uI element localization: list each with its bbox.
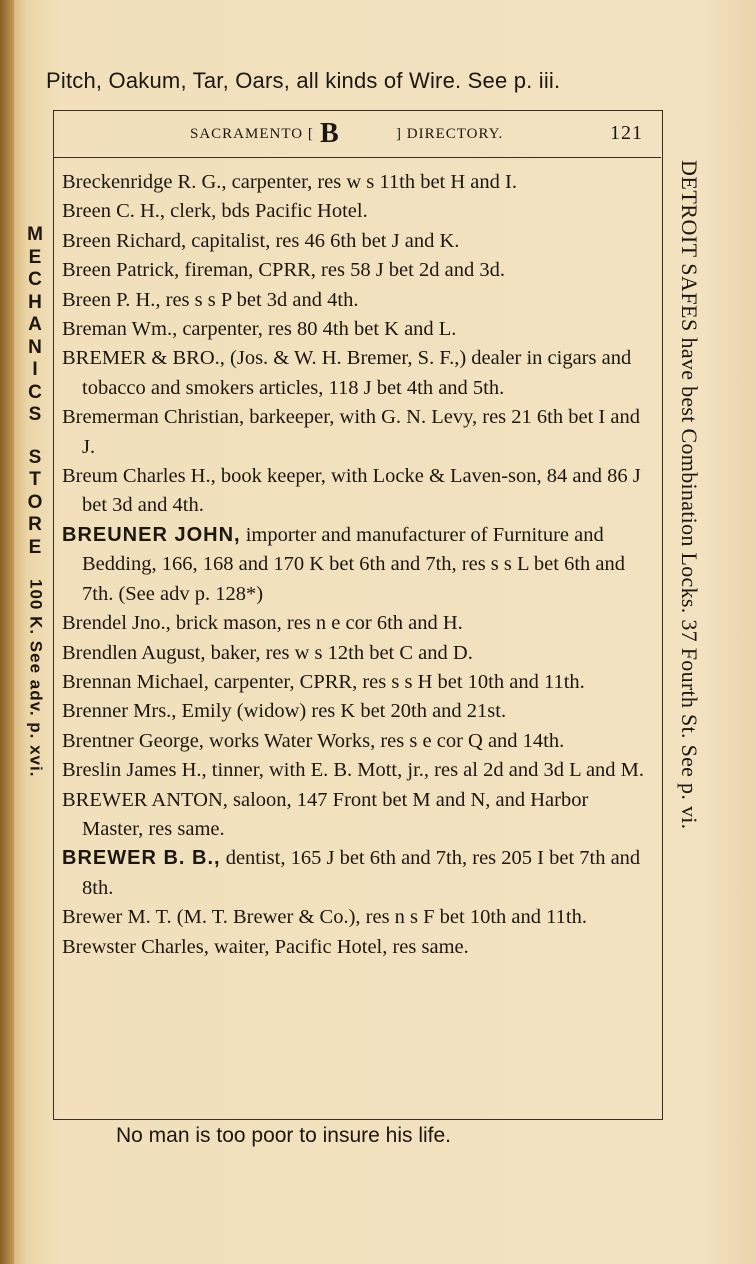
bottom-advertisement: No man is too poor to insure his life.	[116, 1124, 451, 1147]
left-ad-rest: 100 K. See adv. p. xvi.	[26, 579, 46, 778]
top-advertisement: Pitch, Oakum, Tar, Oars, all kinds of Wire. See p. iii.	[46, 68, 561, 93]
entry-text: Brewster Charles, waiter, Pacific Hotel, res same.	[62, 935, 469, 958]
directory-entry	[62, 844, 652, 903]
entry-text: Breen Richard, capitalist, res 46 6th bet J and K.	[62, 229, 460, 252]
running-head-right: ] DIRECTORY.	[396, 126, 504, 142]
entry-text: Breen C. H., clerk, bds Pacific Hotel.	[62, 200, 368, 223]
directory-entry	[62, 315, 652, 344]
entry-text: BREMER & BRO., (Jos. & W. H. Bremer, S. F.,) dealer in cigars and tobacco and smokers articles, 118 J bet 4th and 5th.	[62, 347, 632, 399]
book-spine-edge	[0, 0, 14, 1264]
directory-entry	[62, 227, 652, 256]
entry-text: Breen P. H., res s s P bet 3d and 4th.	[62, 288, 359, 311]
entry-text: Brennan Michael, carpenter, CPRR, res s s H bet 10th and 11th.	[62, 670, 585, 693]
entry-text: Breckenridge R. G., carpenter, res w s 11th bet H and I.	[62, 171, 517, 193]
directory-entry	[62, 197, 652, 226]
entry-text: Breman Wm., carpenter, res 80 4th bet K and L.	[62, 318, 457, 341]
directory-entry	[62, 727, 652, 756]
directory-entry	[62, 639, 652, 668]
directory-entry	[62, 756, 652, 785]
entry-text: Brewer M. T. (M. T. Brewer & Co.), res n s F bet 10th and 11th.	[62, 906, 587, 929]
left-ad-word-store: S T O R E	[27, 446, 43, 558]
directory-entry	[62, 668, 652, 697]
page-number: 121	[610, 122, 643, 144]
left-margin-advertisement	[20, 224, 50, 793]
entry-text: Brentner George, works Water Works, res s e cor Q and 14th.	[62, 729, 565, 752]
entry-text: Breen Patrick, fireman, CPRR, res 58 J bet 2d and 3d.	[62, 259, 505, 282]
entry-text: BREWER ANTON, saloon, 147 Front bet M and N, and Harbor Master, res same.	[62, 788, 589, 840]
directory-entry	[62, 256, 652, 285]
directory-entry	[62, 609, 652, 638]
entry-text: Brendlen August, baker, res w s 12th bet C and D.	[62, 641, 473, 664]
entry-bold-name: BREUNER JOHN,	[62, 523, 241, 546]
entry-text: Brenner Mrs., Emily (widow) res K bet 20th and 21st.	[62, 700, 507, 723]
directory-entry	[62, 462, 652, 521]
entry-bold-name: BREWER B. B.,	[62, 847, 221, 870]
directory-entry	[62, 403, 652, 462]
entry-text: Brendel Jno., brick mason, res n e cor 6th and H.	[62, 612, 463, 635]
entry-text: dentist, 165 J bet 6th and 7th, res 205 I bet 7th and 8th.	[82, 847, 641, 899]
entry-text: Breum Charles H., book keeper, with Locke & Laven-son, 84 and 86 J bet 3d and 4th.	[62, 465, 641, 517]
running-head-left: SACRAMENTO [	[190, 126, 314, 142]
header-rule	[53, 157, 661, 158]
directory-entry	[62, 786, 652, 845]
directory-entry	[62, 168, 652, 197]
directory-entries	[62, 168, 652, 962]
directory-entry	[62, 933, 652, 962]
running-head-letter: B	[320, 118, 339, 149]
entry-text: Bremerman Christian, barkeeper, with G. N. Levy, res 21 6th bet I and J.	[62, 406, 640, 458]
right-ad-caps: DETROIT SAFES	[677, 160, 702, 332]
directory-entry	[62, 521, 652, 609]
right-margin-advertisement	[668, 160, 702, 1080]
directory-entry	[62, 903, 652, 932]
entry-text: importer and manufacturer of Furniture and Bedding, 166, 168 and 170 K bet 6th and 7th, res s s L bet 6th and 7th. (See adv p. 128*)	[82, 523, 625, 605]
directory-entry	[62, 697, 652, 726]
entry-text: Breslin James H., tinner, with E. B. Mott, jr., res al 2d and 3d L and M.	[62, 759, 645, 782]
directory-entry	[62, 344, 652, 403]
left-ad-word-mechanics: M E C H A N I C S	[27, 224, 43, 425]
running-head	[190, 120, 660, 152]
right-ad-text: have best Combination Locks. 37 Fourth St. See p. vi.	[677, 331, 702, 830]
directory-entry	[62, 286, 652, 315]
